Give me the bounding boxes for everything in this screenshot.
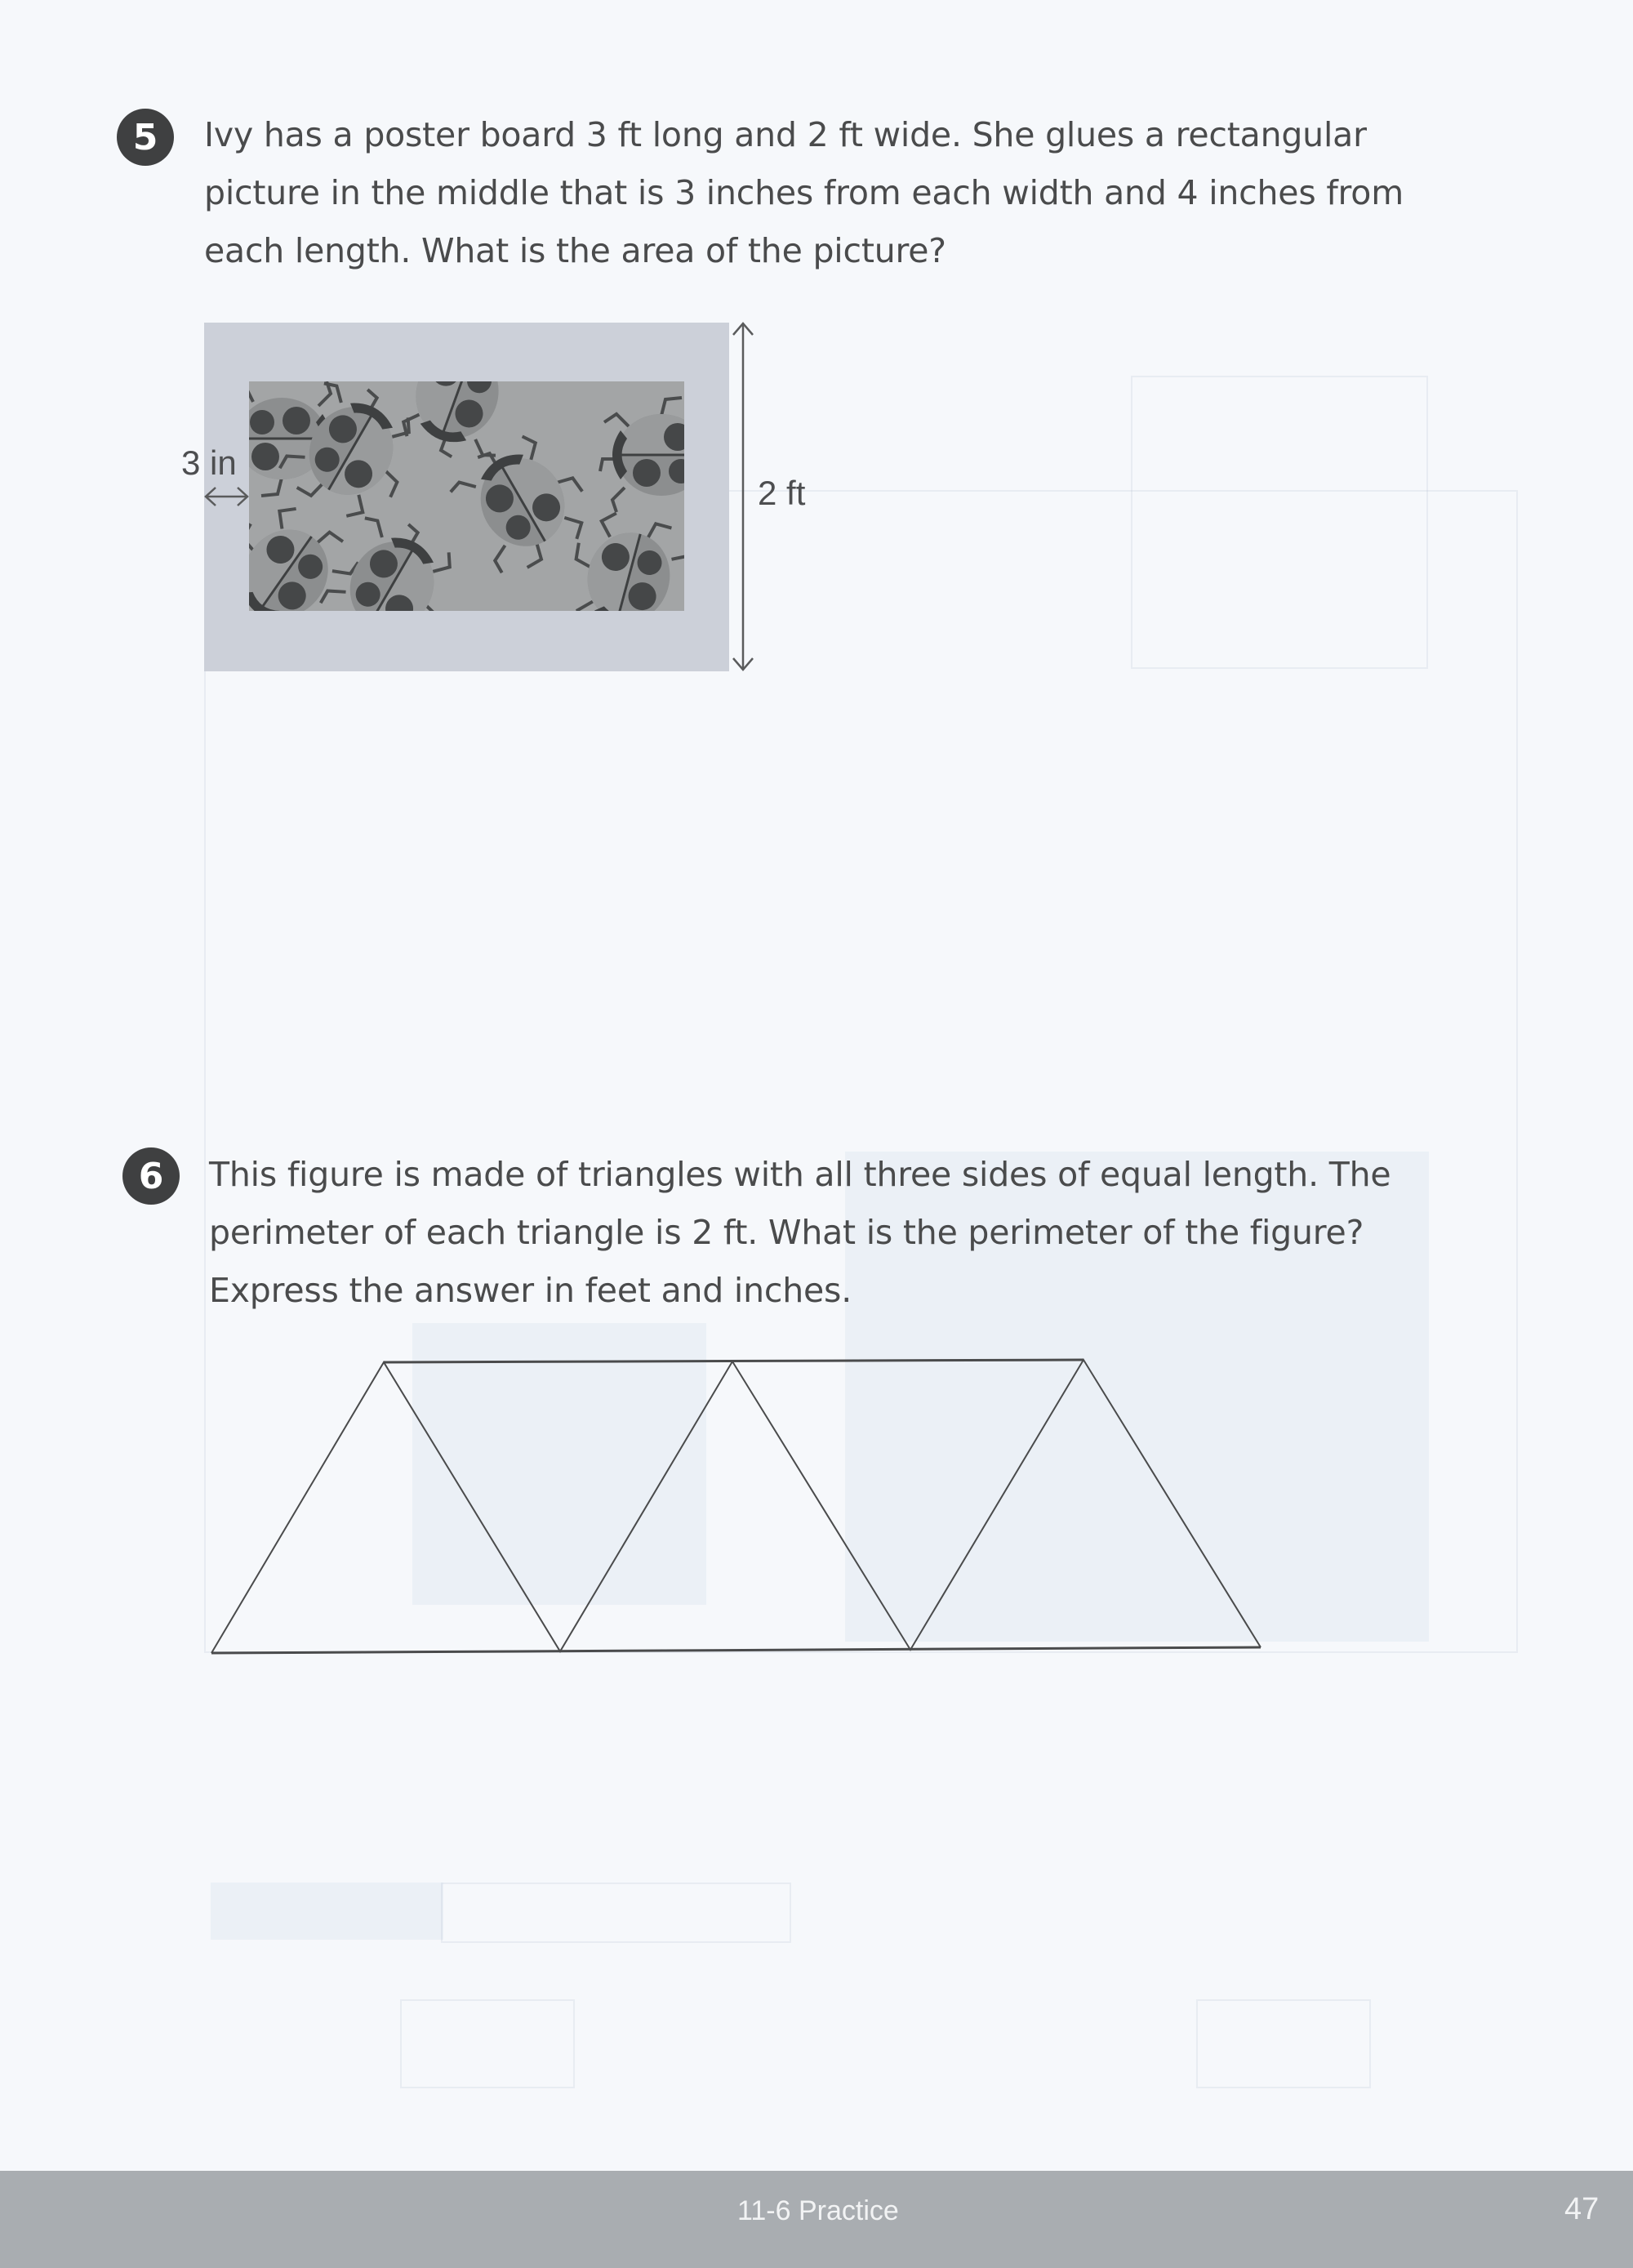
height-label: 2 ft xyxy=(758,474,806,512)
question-number: 5 xyxy=(132,116,158,158)
question-number-badge xyxy=(122,1147,180,1205)
question-number: 6 xyxy=(138,1155,164,1197)
question-line: picture in the middle that is 3 inches from each width and 4 inches from xyxy=(204,173,1404,212)
section-title: 11-6 Practice xyxy=(737,2195,899,2226)
page-footer xyxy=(0,2171,1633,2268)
question-line: perimeter of each triangle is 2 ft. What is the perimeter of the figure? xyxy=(209,1213,1364,1252)
question-6-text xyxy=(209,1146,1390,1320)
margin-label: 3 in xyxy=(181,443,237,482)
triangle-figure xyxy=(211,1360,1261,1653)
question-line: This figure is made of triangles with all three sides of equal length. The xyxy=(209,1155,1391,1194)
question-line: Ivy has a poster board 3 ft long and 2 ft wide. She glues a rectangular xyxy=(204,115,1367,154)
height-arrow-icon xyxy=(733,323,753,670)
margin-arrow-icon xyxy=(206,488,247,506)
question-line: Express the answer in feet and inches. xyxy=(209,1271,852,1310)
page-number: 47 xyxy=(1564,2192,1600,2226)
question-line: each length. What is the area of the picture? xyxy=(204,231,946,270)
